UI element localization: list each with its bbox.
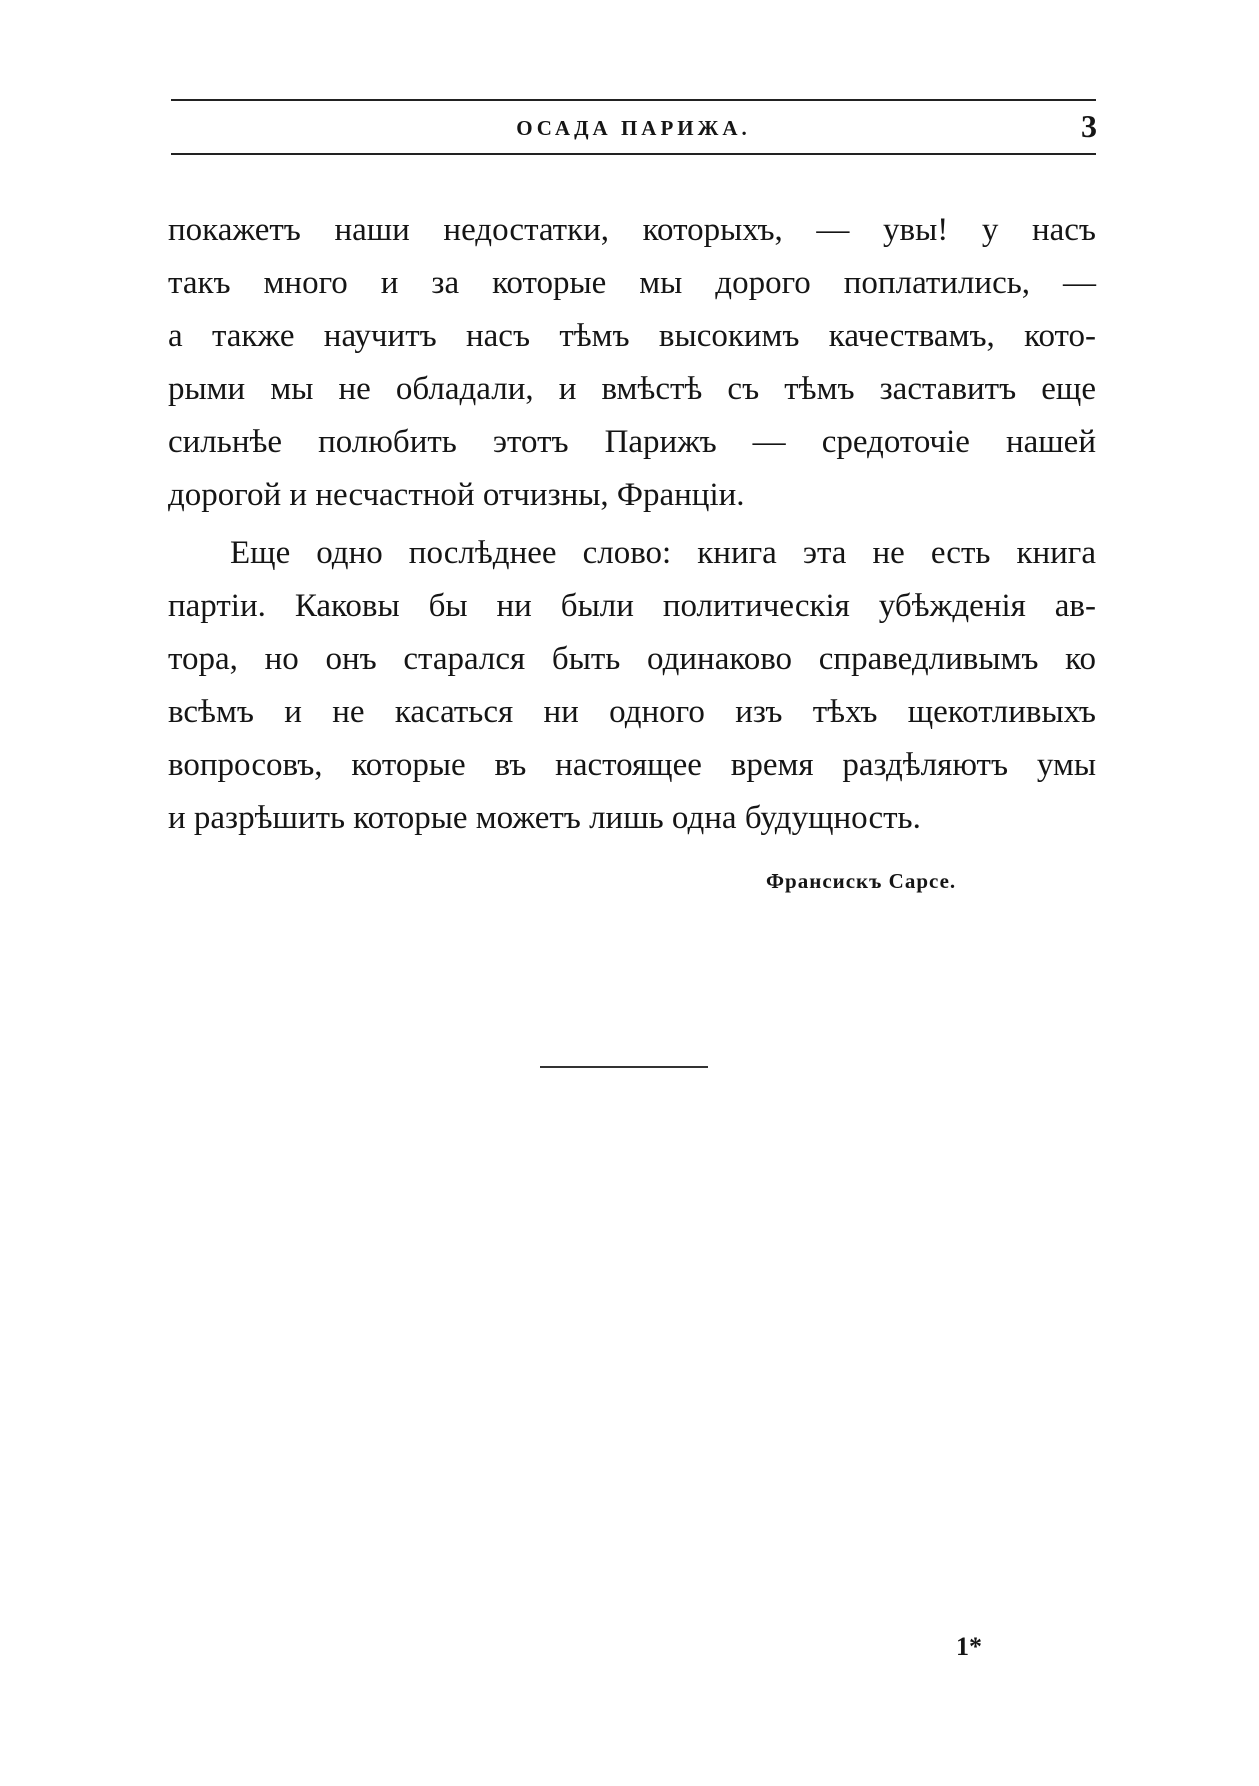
- author-signature: Франсискъ Сарсе.: [766, 869, 957, 893]
- page-number: 3: [1081, 108, 1097, 144]
- text-line-last: и разрѣшить которые можетъ лишь одна будущность.: [168, 800, 921, 836]
- text-line: рыми мы не обладали, и вмѣстѣ съ тѣмъ заставитъ еще: [168, 371, 1096, 407]
- header-top-rule: [171, 99, 1096, 101]
- text-line: всѣмъ и не касаться ни одного изъ тѣхъ щекотливыхъ: [168, 694, 1096, 730]
- text-line: сильнѣе полюбить этотъ Парижъ — средоточіе нашей: [168, 424, 1096, 460]
- header-bottom-rule: [171, 153, 1096, 155]
- running-title: ОСАДА ПАРИЖА.: [516, 116, 751, 140]
- text-line: партіи. Каковы бы ни были политическія убѣжденія ав-: [168, 588, 1096, 624]
- text-line-last: дорогой и несчастной отчизны, Франціи.: [168, 477, 745, 513]
- text-line: а также научитъ насъ тѣмъ высокимъ качествамъ, кото-: [168, 318, 1096, 354]
- text-line: такъ много и за которые мы дорого поплатились, —: [168, 265, 1096, 301]
- printer-signature-mark: 1*: [956, 1632, 982, 1661]
- section-end-rule: [540, 1066, 708, 1068]
- paragraph-start-line: Еще одно послѣднее слово: книга эта не есть книга: [230, 535, 1096, 571]
- text-line: покажетъ наши недостатки, которыхъ, — увы! у насъ: [168, 212, 1096, 248]
- text-line: тора, но онъ старался быть одинаково справедливымъ ко: [168, 641, 1096, 677]
- text-line: вопросовъ, которые въ настоящее время раздѣляютъ умы: [168, 747, 1096, 783]
- body-text: [168, 204, 1096, 845]
